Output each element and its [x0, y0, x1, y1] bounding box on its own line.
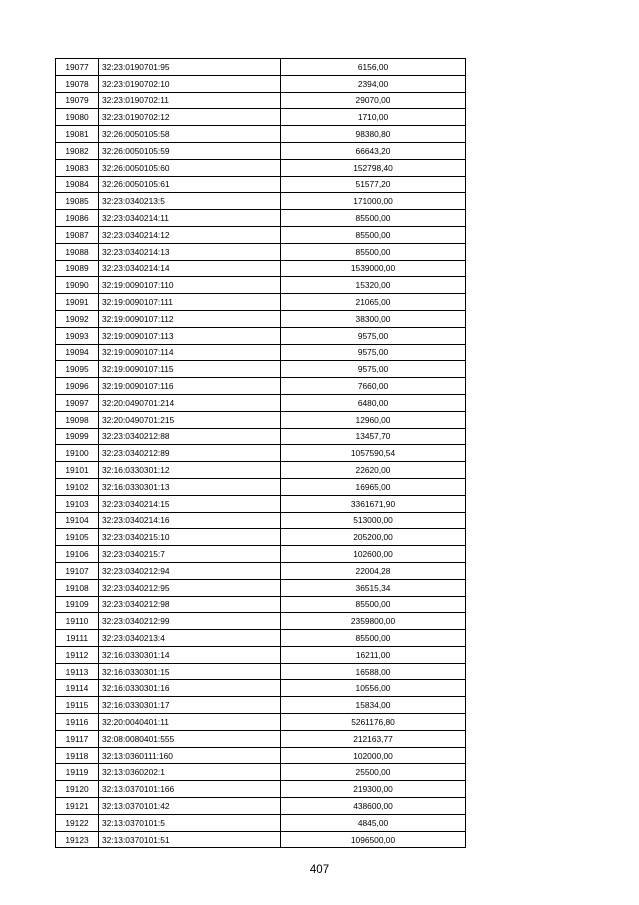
table-row: [56, 512, 466, 529]
cadastral-number: 32:23:0340214:11: [99, 210, 281, 227]
cadastral-number: 32:23:0340214:14: [99, 260, 281, 277]
row-number: 19103: [56, 495, 99, 512]
row-number: 19094: [56, 344, 99, 361]
cadastral-number: 32:23:0340212:98: [99, 596, 281, 613]
cadastral-value: 438600,00: [281, 798, 466, 815]
row-number: 19084: [56, 176, 99, 193]
row-number: 19105: [56, 529, 99, 546]
table-row: [56, 562, 466, 579]
cadastral-number: 32:16:0330301:15: [99, 663, 281, 680]
cadastral-value: 212163,77: [281, 730, 466, 747]
cadastral-number: 32:23:0190702:12: [99, 109, 281, 126]
cadastral-number: 32:19:0090107:114: [99, 344, 281, 361]
cadastral-value: 1096500,00: [281, 831, 466, 848]
cadastral-value: 9575,00: [281, 327, 466, 344]
cadastral-number: 32:23:0340212:95: [99, 579, 281, 596]
cadastral-number: 32:23:0340212:88: [99, 428, 281, 445]
cadastral-value: 2394,00: [281, 75, 466, 92]
cadastral-value: 22620,00: [281, 462, 466, 479]
row-number: 19098: [56, 411, 99, 428]
cadastral-value: 85500,00: [281, 596, 466, 613]
cadastral-value: 3361671,90: [281, 495, 466, 512]
cadastral-number: 32:23:0190702:11: [99, 92, 281, 109]
table-row: [56, 579, 466, 596]
table-row: [56, 378, 466, 395]
cadastral-number: 32:16:0330301:16: [99, 680, 281, 697]
cadastral-value: 171000,00: [281, 193, 466, 210]
row-number: 19095: [56, 361, 99, 378]
cadastral-number: 32:13:0370101:5: [99, 814, 281, 831]
table-row: [56, 495, 466, 512]
cadastral-number: 32:23:0190702:10: [99, 75, 281, 92]
cadastral-number: 32:13:0360111:160: [99, 747, 281, 764]
table-row: [56, 243, 466, 260]
table-row: [56, 361, 466, 378]
cadastral-number: 32:13:0370101:166: [99, 781, 281, 798]
table-row: [56, 210, 466, 227]
row-number: 19100: [56, 445, 99, 462]
cadastral-value: 36515,34: [281, 579, 466, 596]
table-row: [56, 747, 466, 764]
cadastral-value: 9575,00: [281, 344, 466, 361]
row-number: 19080: [56, 109, 99, 126]
row-number: 19078: [56, 75, 99, 92]
cadastral-number: 32:20:0490701:214: [99, 394, 281, 411]
cadastral-value: 16965,00: [281, 478, 466, 495]
cadastral-number: 32:23:0340214:16: [99, 512, 281, 529]
cadastral-value: 513000,00: [281, 512, 466, 529]
cadastral-value: 12960,00: [281, 411, 466, 428]
cadastral-number: 32:20:0490701:215: [99, 411, 281, 428]
cadastral-number: 32:19:0090107:110: [99, 277, 281, 294]
cadastral-number: 32:23:0340213:5: [99, 193, 281, 210]
row-number: 19113: [56, 663, 99, 680]
cadastral-value: 1057590,54: [281, 445, 466, 462]
cadastral-value: 29070,00: [281, 92, 466, 109]
row-number: 19118: [56, 747, 99, 764]
table-row: [56, 529, 466, 546]
cadastral-number: 32:19:0090107:112: [99, 310, 281, 327]
row-number: 19093: [56, 327, 99, 344]
cadastral-number: 32:23:0340215:7: [99, 546, 281, 563]
row-number: 19086: [56, 210, 99, 227]
row-number: 19099: [56, 428, 99, 445]
table-row: [56, 59, 466, 76]
cadastral-value: 6480,00: [281, 394, 466, 411]
cadastral-number: 32:23:0340214:15: [99, 495, 281, 512]
table-row: [56, 714, 466, 731]
table-row: [56, 411, 466, 428]
table-row: [56, 445, 466, 462]
row-number: 19083: [56, 159, 99, 176]
row-number: 19101: [56, 462, 99, 479]
cadastral-number: 32:26:0050105:61: [99, 176, 281, 193]
table-row: [56, 260, 466, 277]
table-row: [56, 798, 466, 815]
table-row: [56, 176, 466, 193]
row-number: 19104: [56, 512, 99, 529]
table-row: [56, 75, 466, 92]
cadastral-value: 25500,00: [281, 764, 466, 781]
cadastral-number: 32:19:0090107:115: [99, 361, 281, 378]
cadastral-number: 32:26:0050105:58: [99, 126, 281, 143]
cadastral-number: 32:20:0040401:11: [99, 714, 281, 731]
cadastral-number: 32:23:0340213:4: [99, 630, 281, 647]
row-number: 19090: [56, 277, 99, 294]
row-number: 19107: [56, 562, 99, 579]
row-number: 19092: [56, 310, 99, 327]
row-number: 19112: [56, 646, 99, 663]
row-number: 19096: [56, 378, 99, 395]
cadastral-number: 32:08:0080401:555: [99, 730, 281, 747]
cadastral-value: 85500,00: [281, 210, 466, 227]
cadastral-number: 32:19:0090107:111: [99, 294, 281, 311]
cadastral-value: 6156,00: [281, 59, 466, 76]
cadastral-number: 32:16:0330301:17: [99, 697, 281, 714]
row-number: 19082: [56, 142, 99, 159]
cadastral-value: 102000,00: [281, 747, 466, 764]
table-row: [56, 630, 466, 647]
row-number: 19102: [56, 478, 99, 495]
table-row: [56, 646, 466, 663]
cadastral-value: 16588,00: [281, 663, 466, 680]
registry-table-body: [56, 59, 466, 848]
cadastral-number: 32:13:0360202:1: [99, 764, 281, 781]
row-number: 19122: [56, 814, 99, 831]
table-row: [56, 730, 466, 747]
cadastral-value: 66643,20: [281, 142, 466, 159]
cadastral-value: 4845,00: [281, 814, 466, 831]
cadastral-value: 10556,00: [281, 680, 466, 697]
cadastral-value: 13457,70: [281, 428, 466, 445]
table-row: [56, 327, 466, 344]
cadastral-value: 15834,00: [281, 697, 466, 714]
registry-table: [55, 58, 466, 848]
cadastral-value: 219300,00: [281, 781, 466, 798]
cadastral-value: 152798,40: [281, 159, 466, 176]
cadastral-number: 32:23:0340214:12: [99, 226, 281, 243]
cadastral-value: 2359800,00: [281, 613, 466, 630]
cadastral-value: 21065,00: [281, 294, 466, 311]
table-row: [56, 546, 466, 563]
table-row: [56, 394, 466, 411]
cadastral-value: 85500,00: [281, 226, 466, 243]
table-row: [56, 764, 466, 781]
table-row: [56, 344, 466, 361]
cadastral-number: 32:23:0340214:13: [99, 243, 281, 260]
row-number: 19091: [56, 294, 99, 311]
cadastral-value: 22004,28: [281, 562, 466, 579]
table-row: [56, 680, 466, 697]
row-number: 19114: [56, 680, 99, 697]
table-row: [56, 428, 466, 445]
table-row: [56, 781, 466, 798]
table-row: [56, 814, 466, 831]
cadastral-value: 51577,20: [281, 176, 466, 193]
row-number: 19087: [56, 226, 99, 243]
table-row: [56, 159, 466, 176]
table-row: [56, 462, 466, 479]
cadastral-value: 9575,00: [281, 361, 466, 378]
cadastral-number: 32:26:0050105:59: [99, 142, 281, 159]
table-row: [56, 193, 466, 210]
cadastral-value: 85500,00: [281, 243, 466, 260]
table-row: [56, 294, 466, 311]
row-number: 19085: [56, 193, 99, 210]
row-number: 19117: [56, 730, 99, 747]
cadastral-value: 5261176,80: [281, 714, 466, 731]
cadastral-number: 32:23:0340212:89: [99, 445, 281, 462]
cadastral-number: 32:26:0050105:60: [99, 159, 281, 176]
row-number: 19079: [56, 92, 99, 109]
cadastral-number: 32:16:0330301:13: [99, 478, 281, 495]
page-number: 407: [309, 864, 330, 876]
cadastral-number: 32:23:0340212:94: [99, 562, 281, 579]
row-number: 19111: [56, 630, 99, 647]
cadastral-value: 102600,00: [281, 546, 466, 563]
row-number: 19081: [56, 126, 99, 143]
row-number: 19106: [56, 546, 99, 563]
table-row: [56, 92, 466, 109]
row-number: 19097: [56, 394, 99, 411]
row-number: 19119: [56, 764, 99, 781]
table-row: [56, 478, 466, 495]
cadastral-value: 15320,00: [281, 277, 466, 294]
cadastral-number: 32:13:0370101:42: [99, 798, 281, 815]
cadastral-value: 85500,00: [281, 630, 466, 647]
cadastral-number: 32:23:0340215:10: [99, 529, 281, 546]
cadastral-number: 32:19:0090107:116: [99, 378, 281, 395]
cadastral-number: 32:19:0090107:113: [99, 327, 281, 344]
table-row: [56, 831, 466, 848]
cadastral-number: 32:16:0330301:14: [99, 646, 281, 663]
table-row: [56, 310, 466, 327]
row-number: 19123: [56, 831, 99, 848]
row-number: 19121: [56, 798, 99, 815]
cadastral-number: 32:23:0340212:99: [99, 613, 281, 630]
table-row: [56, 142, 466, 159]
row-number: 19089: [56, 260, 99, 277]
table-row: [56, 226, 466, 243]
row-number: 19115: [56, 697, 99, 714]
cadastral-value: 7660,00: [281, 378, 466, 395]
row-number: 19077: [56, 59, 99, 76]
cadastral-value: 1710,00: [281, 109, 466, 126]
table-row: [56, 109, 466, 126]
row-number: 19116: [56, 714, 99, 731]
cadastral-value: 38300,00: [281, 310, 466, 327]
cadastral-value: 98380,80: [281, 126, 466, 143]
row-number: 19110: [56, 613, 99, 630]
table-row: [56, 126, 466, 143]
cadastral-number: 32:23:0190701:95: [99, 59, 281, 76]
cadastral-number: 32:16:0330301:12: [99, 462, 281, 479]
cadastral-value: 16211,00: [281, 646, 466, 663]
table-row: [56, 697, 466, 714]
row-number: 19109: [56, 596, 99, 613]
row-number: 19120: [56, 781, 99, 798]
row-number: 19088: [56, 243, 99, 260]
table-row: [56, 277, 466, 294]
cadastral-value: 1539000,00: [281, 260, 466, 277]
table-row: [56, 596, 466, 613]
cadastral-value: 205200,00: [281, 529, 466, 546]
cadastral-number: 32:13:0370101:51: [99, 831, 281, 848]
table-row: [56, 663, 466, 680]
row-number: 19108: [56, 579, 99, 596]
table-row: [56, 613, 466, 630]
